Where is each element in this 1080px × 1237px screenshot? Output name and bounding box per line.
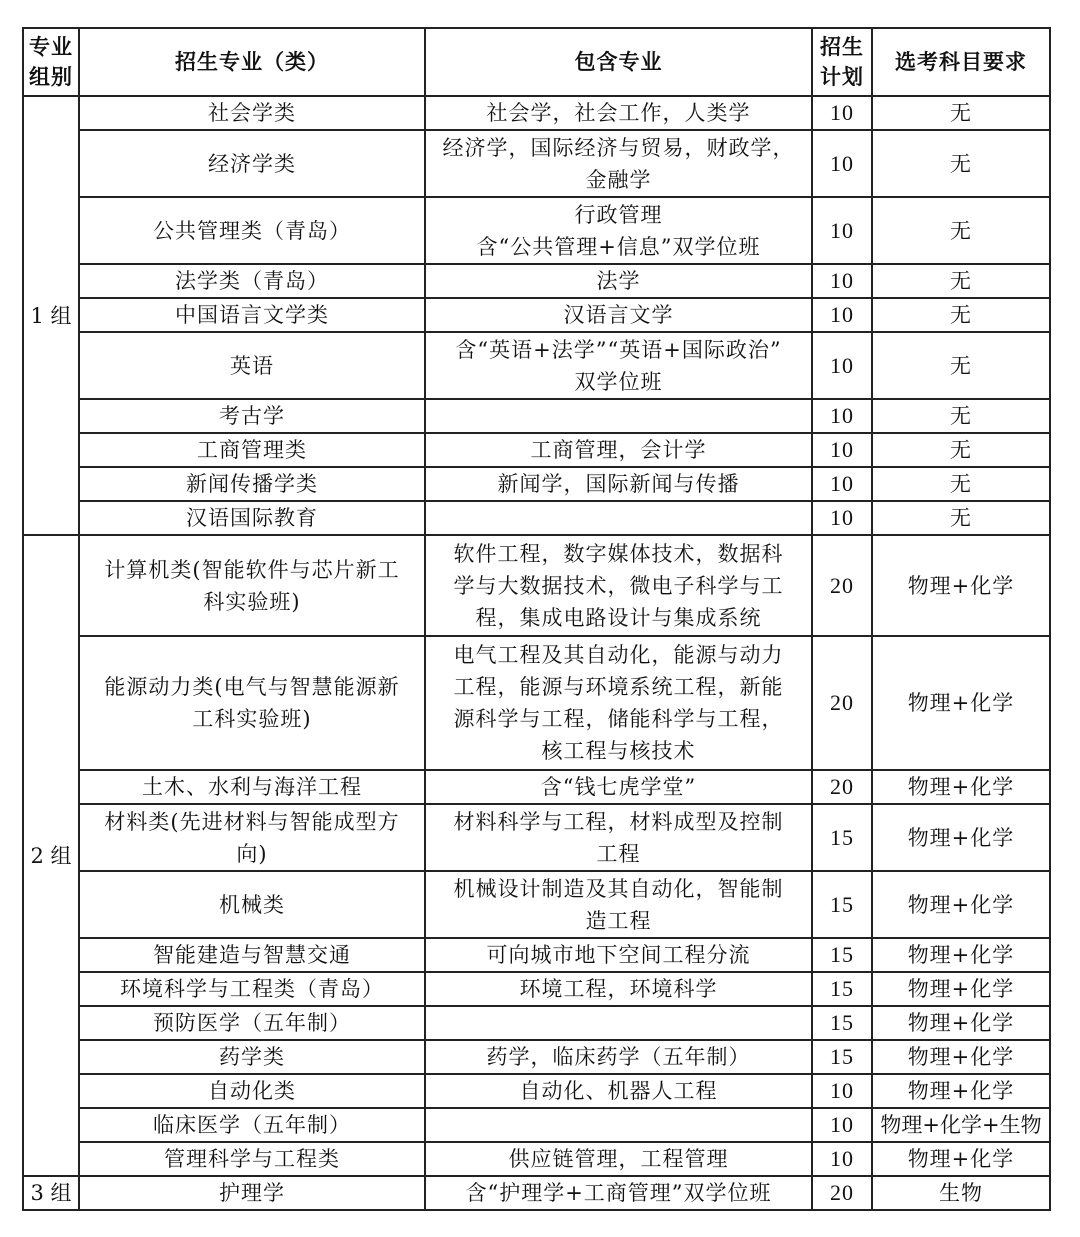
requirement-cell: 无 — [872, 130, 1050, 197]
requirement-cell: 物理+化学 — [872, 1074, 1050, 1108]
major-cell: 管理科学与工程类 — [79, 1142, 425, 1176]
plan-cell: 10 — [812, 332, 872, 399]
table-row — [23, 938, 1050, 972]
table-row — [23, 1040, 1050, 1074]
requirement-cell: 无 — [872, 501, 1050, 535]
header-group: 专业 组别 — [23, 28, 79, 96]
table-row — [23, 770, 1050, 804]
major-cell: 护理学 — [79, 1176, 425, 1210]
includes-cell: 工商管理，会计学 — [425, 433, 812, 467]
includes-cell: 法学 — [425, 264, 812, 298]
requirement-cell: 物理+化学+生物 — [872, 1108, 1050, 1142]
includes-cell: 新闻学，国际新闻与传播 — [425, 467, 812, 501]
major-cell: 环境科学与工程类（青岛） — [79, 972, 425, 1006]
includes-cell: 社会学，社会工作，人类学 — [425, 96, 812, 130]
header-row — [23, 28, 1050, 96]
header-major: 招生专业（类） — [79, 28, 425, 96]
requirement-cell: 物理+化学 — [872, 972, 1050, 1006]
table-row — [23, 871, 1050, 938]
plan-cell: 10 — [812, 1074, 872, 1108]
plan-cell: 10 — [812, 130, 872, 197]
includes-cell — [425, 501, 812, 535]
table-row — [23, 399, 1050, 433]
requirement-cell: 物理+化学 — [872, 871, 1050, 938]
requirement-cell: 无 — [872, 264, 1050, 298]
includes-cell: 自动化、机器人工程 — [425, 1074, 812, 1108]
major-cell: 材料类(先进材料与智能成型方 向) — [79, 804, 425, 871]
table-row — [23, 332, 1050, 399]
group-label: 1 组 — [23, 96, 79, 535]
includes-cell: 汉语言文学 — [425, 298, 812, 332]
requirement-cell: 物理+化学 — [872, 770, 1050, 804]
plan-cell: 10 — [812, 197, 872, 264]
plan-cell: 10 — [812, 501, 872, 535]
table-row — [23, 264, 1050, 298]
major-cell: 社会学类 — [79, 96, 425, 130]
table-row — [23, 804, 1050, 871]
table-row — [23, 1142, 1050, 1176]
table-row — [23, 433, 1050, 467]
includes-cell: 经济学，国际经济与贸易，财政学， 金融学 — [425, 130, 812, 197]
includes-cell: 可向城市地下空间工程分流 — [425, 938, 812, 972]
table-row — [23, 1108, 1050, 1142]
major-cell: 法学类（青岛） — [79, 264, 425, 298]
includes-cell: 药学，临床药学（五年制） — [425, 1040, 812, 1074]
requirement-cell: 物理+化学 — [872, 636, 1050, 770]
includes-cell: 含“护理学+工商管理”双学位班 — [425, 1176, 812, 1210]
table-row — [23, 972, 1050, 1006]
plan-cell: 15 — [812, 804, 872, 871]
table-row — [23, 96, 1050, 130]
table-row — [23, 535, 1050, 636]
includes-cell: 材料科学与工程，材料成型及控制 工程 — [425, 804, 812, 871]
includes-cell — [425, 399, 812, 433]
table-row — [23, 467, 1050, 501]
major-cell: 经济学类 — [79, 130, 425, 197]
plan-cell: 10 — [812, 399, 872, 433]
plan-cell: 20 — [812, 636, 872, 770]
header-plan: 招生 计划 — [812, 28, 872, 96]
major-cell: 考古学 — [79, 399, 425, 433]
plan-cell: 20 — [812, 1176, 872, 1210]
table-row — [23, 636, 1050, 770]
plan-cell: 10 — [812, 96, 872, 130]
plan-cell: 15 — [812, 871, 872, 938]
requirement-cell: 无 — [872, 399, 1050, 433]
major-cell: 计算机类(智能软件与芯片新工 科实验班) — [79, 535, 425, 636]
requirement-cell: 物理+化学 — [872, 804, 1050, 871]
requirement-cell: 无 — [872, 96, 1050, 130]
includes-cell: 含“英语+法学”“英语+国际政治” 双学位班 — [425, 332, 812, 399]
plan-cell: 15 — [812, 1040, 872, 1074]
table-row — [23, 1006, 1050, 1040]
requirement-cell: 物理+化学 — [872, 535, 1050, 636]
requirement-cell: 无 — [872, 467, 1050, 501]
table-row — [23, 1074, 1050, 1108]
includes-cell: 软件工程，数字媒体技术，数据科 学与大数据技术，微电子科学与工 程，集成电路设计与集成系统 — [425, 535, 812, 636]
includes-cell: 行政管理 含“公共管理+信息”双学位班 — [425, 197, 812, 264]
table-row — [23, 501, 1050, 535]
plan-cell: 15 — [812, 972, 872, 1006]
plan-cell: 15 — [812, 938, 872, 972]
plan-cell: 10 — [812, 1108, 872, 1142]
requirement-cell: 无 — [872, 332, 1050, 399]
plan-cell: 10 — [812, 1142, 872, 1176]
group-label: 2 组 — [23, 535, 79, 1176]
major-cell: 土木、水利与海洋工程 — [79, 770, 425, 804]
table-row — [23, 298, 1050, 332]
requirement-cell: 物理+化学 — [872, 1142, 1050, 1176]
plan-cell: 10 — [812, 298, 872, 332]
major-cell: 中国语言文学类 — [79, 298, 425, 332]
includes-cell — [425, 1108, 812, 1142]
major-cell: 公共管理类（青岛） — [79, 197, 425, 264]
table-row — [23, 197, 1050, 264]
includes-cell: 含“钱七虎学堂” — [425, 770, 812, 804]
major-cell: 机械类 — [79, 871, 425, 938]
admissions-table — [22, 27, 1051, 1211]
major-cell: 预防医学（五年制） — [79, 1006, 425, 1040]
group-label: 3 组 — [23, 1176, 79, 1210]
major-cell: 药学类 — [79, 1040, 425, 1074]
header-requirement: 选考科目要求 — [872, 28, 1050, 96]
plan-cell: 20 — [812, 535, 872, 636]
includes-cell: 机械设计制造及其自动化，智能制 造工程 — [425, 871, 812, 938]
requirement-cell: 无 — [872, 433, 1050, 467]
major-cell: 智能建造与智慧交通 — [79, 938, 425, 972]
major-cell: 英语 — [79, 332, 425, 399]
major-cell: 自动化类 — [79, 1074, 425, 1108]
requirement-cell: 生物 — [872, 1176, 1050, 1210]
major-cell: 临床医学（五年制） — [79, 1108, 425, 1142]
header-includes: 包含专业 — [425, 28, 812, 96]
plan-cell: 10 — [812, 433, 872, 467]
requirement-cell: 物理+化学 — [872, 1040, 1050, 1074]
major-cell: 能源动力类(电气与智慧能源新 工科实验班) — [79, 636, 425, 770]
plan-cell: 20 — [812, 770, 872, 804]
major-cell: 汉语国际教育 — [79, 501, 425, 535]
includes-cell: 环境工程，环境科学 — [425, 972, 812, 1006]
requirement-cell: 物理+化学 — [872, 938, 1050, 972]
plan-cell: 15 — [812, 1006, 872, 1040]
plan-cell: 10 — [812, 264, 872, 298]
plan-cell: 10 — [812, 467, 872, 501]
requirement-cell: 无 — [872, 197, 1050, 264]
table-row — [23, 1176, 1050, 1210]
requirement-cell: 物理+化学 — [872, 1006, 1050, 1040]
includes-cell — [425, 1006, 812, 1040]
includes-cell: 电气工程及其自动化，能源与动力 工程，能源与环境系统工程，新能 源科学与工程，储能科学与工程， 核工程与核技术 — [425, 636, 812, 770]
requirement-cell: 无 — [872, 298, 1050, 332]
major-cell: 工商管理类 — [79, 433, 425, 467]
includes-cell: 供应链管理，工程管理 — [425, 1142, 812, 1176]
major-cell: 新闻传播学类 — [79, 467, 425, 501]
table-body — [23, 96, 1050, 1210]
table-row — [23, 130, 1050, 197]
